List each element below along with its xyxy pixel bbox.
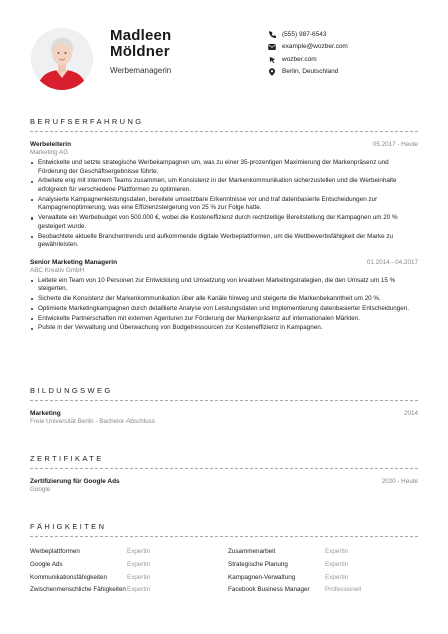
link-icon	[268, 55, 276, 63]
education-heading: BILDUNGSWEG	[30, 386, 113, 395]
contact-list	[268, 28, 438, 78]
last-name: Möldner	[110, 43, 170, 60]
contact-email	[268, 41, 438, 54]
location-pin-icon	[268, 68, 276, 76]
certificate-name: Zertifizierung für Google Ads	[30, 478, 120, 485]
skill-level: Expertin	[127, 561, 151, 569]
experience-dates: 05.2017 - Heute	[372, 141, 418, 148]
experience-bullets	[30, 277, 418, 333]
skill-name: Facebook Business Manager	[228, 586, 310, 594]
skill-level: Expertin	[325, 573, 349, 581]
skill-level: Expertin	[127, 573, 151, 581]
contact-location-text: Berlin, Deutschland	[282, 68, 339, 76]
education-school: Freie Universität Berlin - Bachelor-Abschluss	[30, 418, 155, 425]
contact-website-text[interactable]: wozber.com	[282, 55, 317, 63]
skill-name: Zwischenmenschliche Fähigkeiten	[30, 586, 126, 594]
certificates-heading: ZERTIFIKATE	[30, 454, 104, 463]
experience-section	[30, 117, 418, 334]
skills-heading: FÄHIGKEITEN	[30, 522, 107, 531]
skill-level: Expertin	[127, 548, 151, 556]
certificate-dates: 2020 - Heute	[381, 478, 418, 485]
experience-role: Senior Marketing Managerin	[30, 258, 118, 266]
section-divider	[30, 536, 418, 537]
skill-name: Kommunikationsfähigkeiten	[30, 573, 108, 581]
contact-location	[268, 66, 438, 79]
skill-level: Expertin	[325, 548, 349, 556]
experience-bullets	[30, 159, 418, 250]
skill-name: Zusammenarbeit	[228, 548, 276, 556]
experience-role: Werbeleiterin	[30, 141, 72, 148]
job-title: Werbemanagerin	[110, 66, 172, 75]
list-item: Optimierte Marketingkampagnen durch detaillierte Analyse von Leistungsdaten und Implementierung datenbasierter Entscheidungen.	[30, 305, 418, 314]
email-icon	[268, 43, 276, 51]
skill-name: Kampagnen-Verwaltung	[228, 573, 296, 581]
contact-email-text[interactable]: example@wozber.com	[282, 43, 348, 51]
section-divider	[30, 400, 418, 401]
section-divider	[30, 468, 418, 469]
resume-header	[0, 0, 448, 110]
profile-photo	[31, 28, 93, 90]
list-item: Entwickelte und setzte strategische Werbekampagnen um, was zu einer 35-prozentigen Maximierung der Markenpräsenz und Förderung der Geschäftsergebnisse führte.	[30, 159, 418, 176]
contact-phone	[268, 28, 438, 41]
education-degree: Marketing	[30, 410, 61, 417]
list-item: Entwickelte Partnerschaften mit externen Agenturen zur Förderung der Markenpräsenz auf internationalen Märkten.	[30, 315, 418, 324]
skill-name: Werbeplattformen	[30, 548, 80, 556]
experience-entry	[30, 259, 418, 333]
experience-company: ABC Kreativ GmbH	[30, 266, 85, 274]
skill-level: Professionell	[325, 586, 362, 594]
skills-grid	[30, 546, 418, 597]
list-item: Verwaltete ein Werbebudget von 500.000 €, wobei die Kosteneffizienz durch rechtzeitige Bereitstellung der Kampagnen um 20 % gesteigert wurde.	[30, 214, 418, 231]
education-entry	[30, 410, 418, 425]
list-item: Analysierte Kampagnenleistungsdaten, bereitete umsetzbare Erkenntnisse vor und traf datenbasierte Entscheidungen zur Kampagnenoptimierung, was eine Effizienzsteigerung von 25 % zur Folge hatte.	[30, 196, 418, 213]
skill-name: Strategische Planung	[228, 561, 288, 569]
list-item: Beobachtete aktuelle Branchentrends und aufkommende digitale Werbeplattformen, um die Wettbewerbsfähigkeit der Marke zu gewährleisten.	[30, 233, 418, 250]
list-item: Pulste in der Verwaltung und Überwachung von Budgetressourcen zur Kosteneffizienz in Kampagnen.	[30, 324, 418, 333]
skill-level: Expertin	[325, 561, 349, 569]
experience-company: Marketing AG	[30, 149, 69, 156]
certificate-entry	[30, 478, 418, 493]
contact-phone-text[interactable]: (555) 987-6543	[282, 30, 327, 38]
list-item: Sicherte die Konsistenz der Markenkommunikation über alle Kanäle hinweg und steigerte die Markenbekanntheit um 20 %.	[30, 295, 418, 304]
experience-heading: BERUFSERFAHRUNG	[30, 117, 144, 126]
certificates-section	[30, 454, 418, 493]
skills-section	[30, 522, 418, 597]
experience-entry	[30, 141, 418, 250]
section-divider	[30, 131, 418, 132]
experience-dates: 01.2014 - 04.2017	[366, 258, 418, 266]
skill-name: Google Ads	[30, 561, 63, 569]
candidate-name	[110, 28, 171, 60]
phone-icon	[268, 30, 276, 38]
contact-website	[268, 53, 438, 66]
certificate-issuer: Google	[30, 486, 51, 493]
list-item: Arbeitete eng mit internem Teams zusammen, um Konsistenz in der Markenkommunikation sicherzustellen und die Werbeinhalte erfolgreich für verschiedene Plattformen zu optimieren.	[30, 177, 418, 194]
education-section	[30, 386, 418, 425]
skill-level: Expertin	[127, 586, 151, 594]
first-name: Madleen	[110, 27, 172, 44]
education-dates: 2014	[403, 410, 418, 417]
list-item: Leitete ein Team von 10 Personen zur Entwicklung und Umsetzung von kreativen Marketingstrategien, die den Umsatz um 15 % steigerten.	[30, 277, 418, 294]
